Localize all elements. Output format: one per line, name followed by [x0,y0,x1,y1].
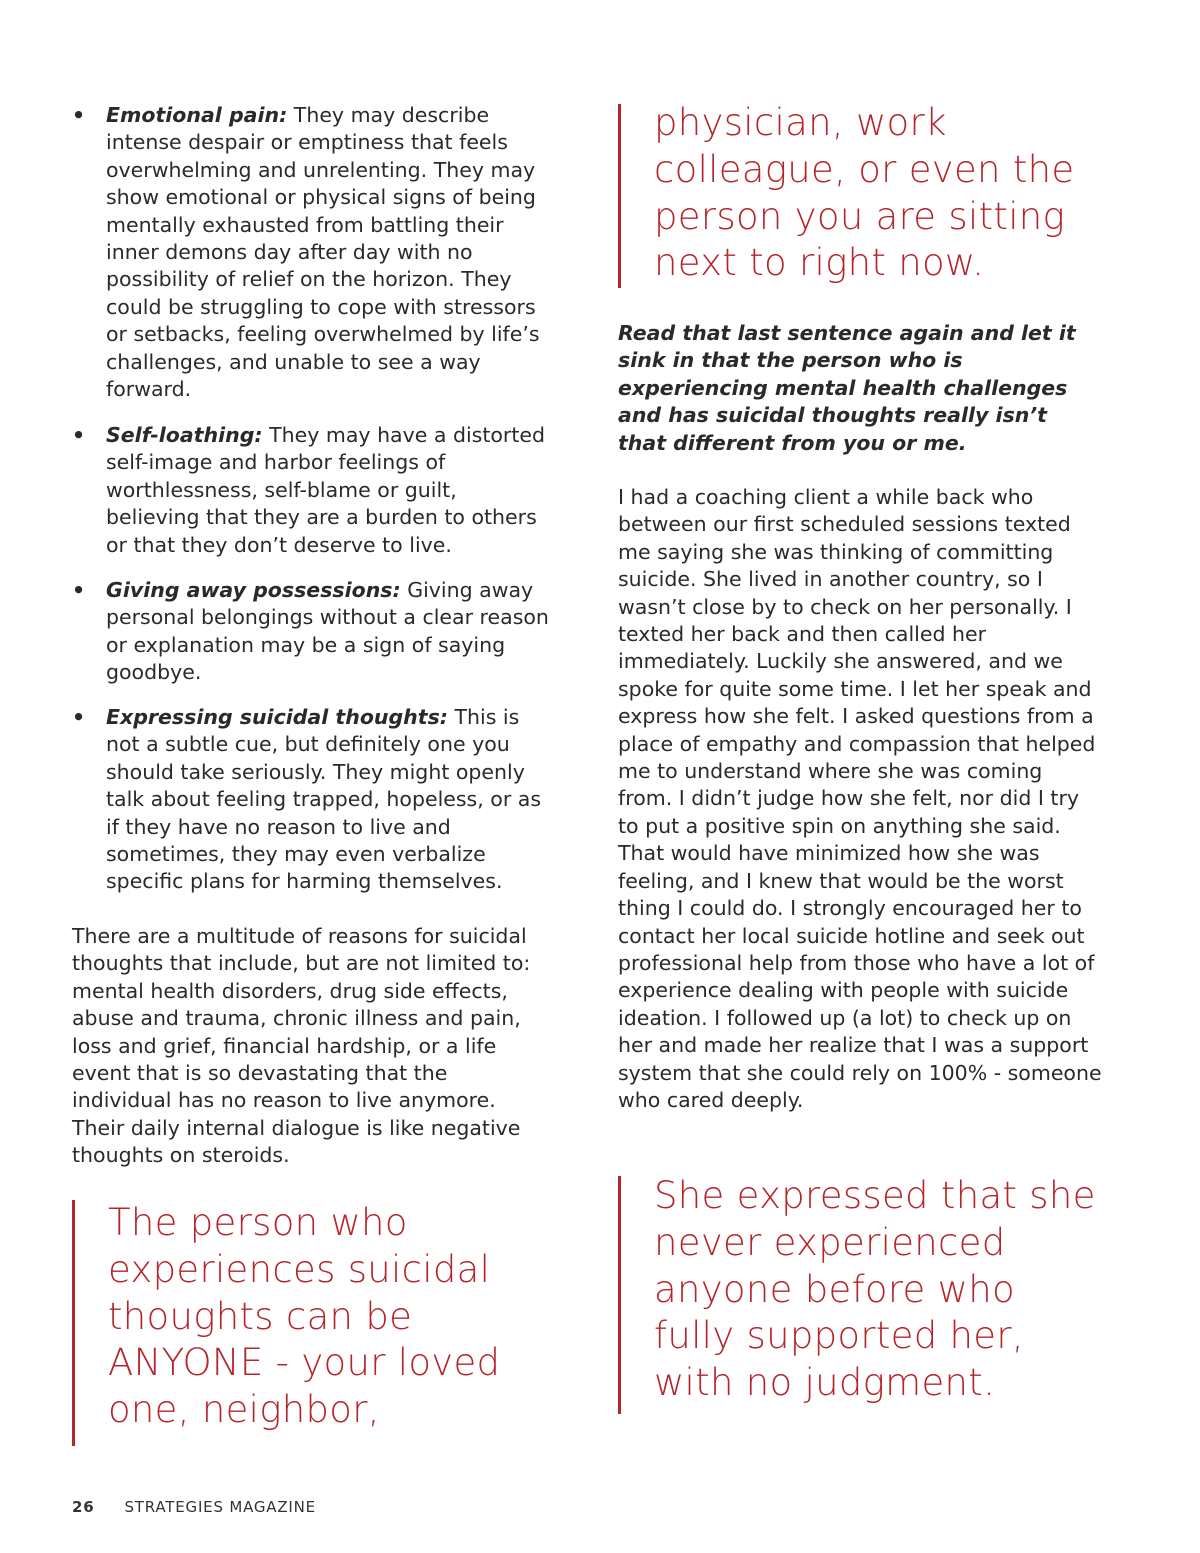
bullet-item [72,422,550,559]
bullet-dot: • [72,578,86,602]
bullet-text: They may have a distorted self-image and harbor feelings of worthlessness, self-blame or guilt, believing that they are a burden to others or that they don’t deserve to live. [106,423,546,557]
bullet-lead: Giving away possessions: [106,578,401,602]
bullet-dot: • [72,103,86,127]
pull-quote-bar [72,1200,75,1446]
page-number: 26 [72,1498,95,1516]
pull-quote-1-end: physician, work colleague, or even the person you are sitting next to right now. [654,101,1075,285]
pull-quote-bar [618,1176,621,1414]
story-paragraph: I had a coaching client a while back who between our first scheduled sessions texted me saying she was thinking of committing suicide. She lived in another country, so I wasn’t close by to check on her personally. I texted her back and then called her immediately. Luckily she answered, and we spoke for quite some time. I let her speak and express how she felt. I asked questions from a place of empathy and compassion that helped me to understand where she was coming from. I didn’t judge how she felt, nor did I try to put a positive spin on anything she said. That would have minimized how she was feeling, and I knew that would be the worst thing I could do. I strongly encouraged her to contact her local suicide hotline and seek out professional help from those who have a lot of experience dealing with people with suicide ideation. I followed up (a lot) to check up on her and made her realize that I was a support system that she could rely on 100% - someone who cared deeply. [618,485,1102,1112]
bullet-item [72,704,550,896]
bullet-text: They may describe intense despair or emptiness that feels overwhelming and unrelenting. They may show emotional or physical signs of being mentally exhausted from battling their inner demons day after day with no possibility of relief on the horizon. They could be struggling to cope with stressors or setbacks, feeling overwhelmed by life’s challenges, and unable to see a way forward. [106,103,540,402]
bullet-item [72,102,550,403]
bullet-lead: Emotional pain: [106,103,288,127]
bullet-dot: • [72,423,86,447]
pull-quote-2: She expressed that she never experienced anyone before who fully supported her, with no judgment. [654,1174,1096,1405]
bullet-dot: • [72,705,86,729]
bullet-lead: Expressing suicidal thoughts: [106,705,448,729]
publication-name: STRATEGIES MAGAZINE [124,1498,316,1516]
emphasis-paragraph: Read that last sentence again and let it sink in that the person who is experiencing mental health challenges and has suicidal thoughts really isn’t that different from you or me. [618,321,1076,455]
pull-quote-bar [618,104,621,288]
reasons-paragraph: There are a multitude of reasons for suicidal thoughts that include, but are not limited to: mental health disorders, drug side effects, abuse and trauma, chronic illness and pain, loss and grief, financial hardship, or a life event that is so devastating that the individual has no reason to live anymore. Their daily internal dialogue is like negative thoughts on steroids. [72,924,531,1168]
pull-quote-1-start: The person who experiences suicidal thoughts can be ANYONE - your loved one, neighbor, [108,1201,501,1432]
bullet-text: This is not a subtle cue, but definitely one you should take seriously. They might openly talk about feeling trapped, hopeless, or as if they have no reason to live and sometimes, they may even verbalize specific plans for harming themselves. [106,705,542,894]
page-footer [72,1498,316,1516]
bullet-lead: Self-loathing: [106,423,263,447]
bullet-text: Giving away personal belongings without a clear reason or explanation may be a sign of saying goodbye. [106,578,549,685]
bullet-item [72,577,550,687]
